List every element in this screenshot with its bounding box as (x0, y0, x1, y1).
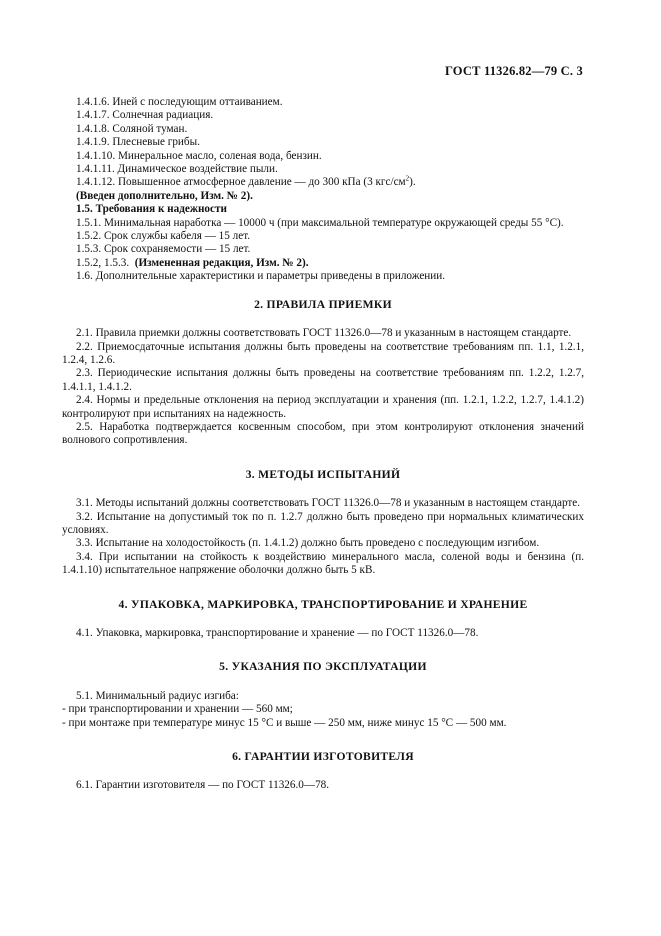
item-1-4-1-8: 1.4.1.8. Соляной туман. (76, 122, 188, 135)
item-2-2: 2.2. Приемосдаточные испытания должны быть проведены на соответствие требованиям пп. 1.1, 1.2.1, 1.2.4, 1.2.6. (62, 340, 584, 366)
item-1-4-1-9: 1.4.1.9. Плесневые грибы. (76, 136, 200, 149)
heading-1-5: 1.5. Требования к надежности (76, 203, 227, 216)
section-6-title: 6. ГАРАНТИИ ИЗГОТОВИТЕЛЯ (232, 750, 414, 764)
item-1-5-2: 1.5.2. Срок службы кабеля — 15 лет. (76, 230, 251, 243)
item-4-1: 4.1. Упаковка, маркировка, транспортирование и хранение — по ГОСТ 11326.0—78. (76, 627, 479, 639)
item-1-4-1-12-tail: ). (409, 176, 416, 189)
item-3-3: 3.3. Испытание на холодостойкость (п. 1.4.1.2) должно быть проведено с последующим изгибом. (76, 537, 540, 550)
item-1-4-1-7: 1.4.1.7. Солнечная радиация. (76, 109, 214, 122)
item-1-4-1-12 (62, 176, 584, 189)
page-header: ГОСТ 11326.82—79 С. 3 (444, 64, 583, 78)
item-3-2: 3.2. Испытание на допустимый ток по п. 1.2.7 должно быть проведено при нормальных климатических условиях. (62, 510, 584, 536)
item-3-1: 3.1. Методы испытаний должны соответствовать ГОСТ 11326.0—78 и указанным в настоящем стандарте. (76, 497, 581, 510)
item-1-4-1-11: 1.4.1.11. Динамическое воздействие пыли. (76, 163, 278, 176)
item-2-5: 2.5. Наработка подтверждается косвенным способом, при этом контролируют отклонения значений волнового сопротивления. (62, 420, 584, 447)
item-1-5-2-3 (62, 257, 584, 270)
item-1-4-1-6: 1.4.1.6. Иней с последующим оттаиванием. (76, 96, 283, 108)
item-5-1: 5.1. Минимальный радиус изгиба: (76, 689, 239, 702)
item-5-1-mounting: - при монтаже при температуре минус 15 °С и выше — 250 мм, ниже минус 15 °С — 500 мм. (62, 716, 507, 729)
section-5-title: 5. УКАЗАНИЯ ПО ЭКСПЛУАТАЦИИ (219, 660, 427, 674)
item-2-4: 2.4. Нормы и предельные отклонения на период эксплуатации и хранения (пп. 1.2.1, 1.2.2, 1.2.7, 1.4.1.2) контролируют при испытаниях на надежность. (62, 394, 584, 420)
item-1-5-1: 1.5.1. Минимальная наработка — 10000 ч (при максимальной температуре окружающей среды 55 °С). (76, 216, 564, 229)
item-1-4-1-10: 1.4.1.10. Минеральное масло, соленая вода, бензин. (76, 149, 322, 162)
item-5-1-transport: - при транспортировании и хранении — 560 мм; (62, 703, 293, 716)
item-2-1: 2.1. Правила приемки должны соответствовать ГОСТ 11326.0—78 и указанным в настоящем стандарте. (76, 327, 572, 340)
item-1-4-1-12-text: 1.4.1.12. Повышенное атмосферное давление — до 300 кПа (3 кгс/см (76, 176, 406, 189)
item-6-1: 6.1. Гарантии изготовителя — по ГОСТ 11326.0—78. (76, 779, 330, 792)
item-1-5-2-3-note: (Измененная редакция, Изм. № 2). (134, 256, 309, 269)
item-2-3: 2.3. Периодические испытания должны быть проведены на соответствие требованиям пп. 1.2.2, 1.2.7, 1.4.1.1, 1.4.1.2. (62, 367, 584, 393)
section-3-title: 3. МЕТОДЫ ИСПЫТАНИЙ (245, 467, 401, 481)
item-1-4-1-12-sup: 2 (405, 174, 410, 183)
item-1-5-3: 1.5.3. Срок сохраняемости — 15 лет. (76, 243, 251, 256)
section-4-title: 4. УПАКОВКА, МАРКИРОВКА, ТРАНСПОРТИРОВАНИЕ И ХРАНЕНИЕ (118, 597, 528, 611)
document-body (62, 96, 584, 793)
item-1-5-2-3-prefix: 1.5.2, 1.5.3. (76, 256, 130, 269)
section-2-title: 2. ПРАВИЛА ПРИЕМКИ (254, 297, 392, 311)
item-1-6: 1.6. Дополнительные характеристики и параметры приведены в приложении. (76, 270, 446, 283)
item-3-4: 3.4. При испытании на стойкость к воздействию минерального масла, соленой воды и бензина (п. 1.4.1.10) испытательное напряжение оболочки должно быть 5 кВ. (62, 550, 584, 577)
note-added: (Введен дополнительно, Изм. № 2). (76, 189, 253, 202)
